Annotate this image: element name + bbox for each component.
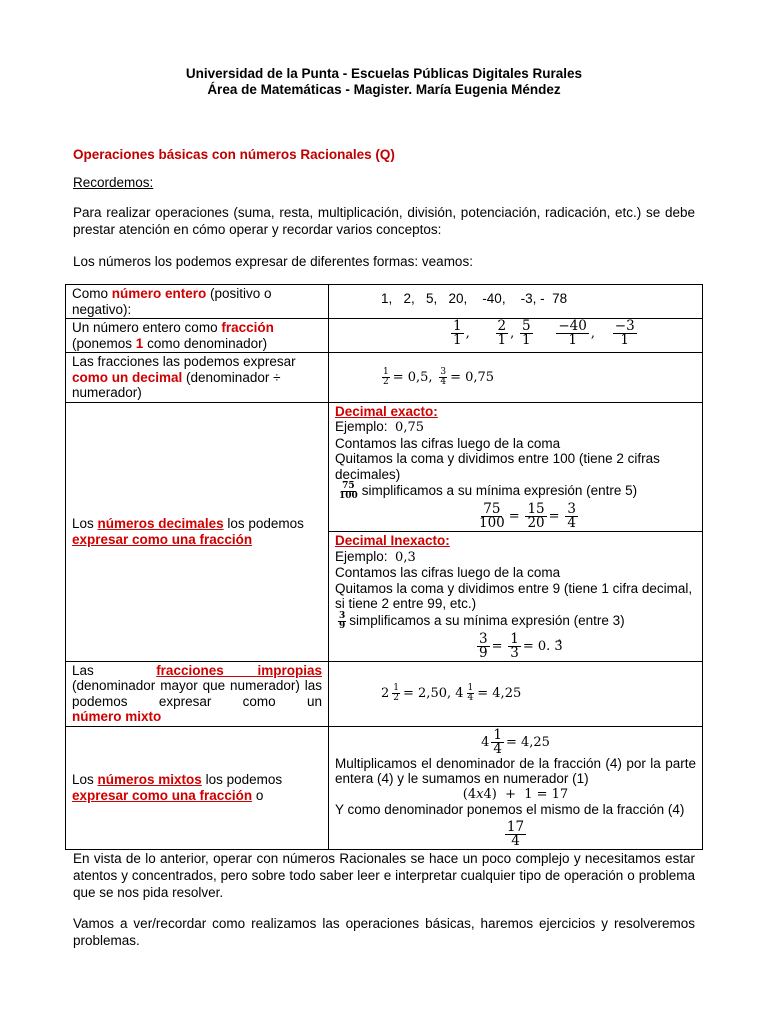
fraction: $\frac{5}{1}$ — [522, 318, 531, 348]
document-page — [73, 66, 695, 949]
fraction: $\frac{1}{1}$ — [453, 318, 462, 348]
table-row — [66, 285, 703, 319]
recordemos-label: Recordemos: — [73, 175, 154, 190]
decimal-inexacto-title: Decimal Inexacto: — [335, 533, 450, 548]
section-title: Operaciones básicas con números Racionales (Q) — [73, 147, 395, 162]
row4-label: Los números decimales los podemos expresar como una fracción — [66, 402, 329, 661]
fraction: $\frac{1}{2}$ — [383, 366, 389, 387]
table-row — [66, 353, 703, 403]
fraction: $\frac{-3}{1}$ — [614, 318, 635, 348]
closing-paragraph-1: En vista de lo anterior, operar con números Racionales se hace un poco complejo y necesitamos estar atentos y concentrados, pero sobre todo saber leer e interpretar cualquier tipo de operación o problema que se nos pida resolver. — [73, 850, 695, 900]
closing-paragraph-2: Vamos a ver/recordar como realizamos las operaciones básicas, haremos ejercicios y resolveremos problemas. — [73, 915, 695, 948]
mixed-to-fraction-cell: 4 $\frac{1}{4}$ = 4,25 Multiplicamos el denominador de la fracción (4) por la parte entera (4) y le sumamos en numerador (1) (4𝑥4) + 1 = 17 Y como denominador ponemos el mismo de la fracción (4) $\frac{17}{4}$ — [329, 726, 703, 849]
row6-label: Los números mixtos los podemos expresar como una fracción o — [66, 726, 329, 849]
fraction: $\frac{1}{2}$ — [393, 683, 400, 703]
decimal-exacto-title: Decimal exacto: — [335, 403, 438, 419]
table-row — [66, 402, 703, 532]
header-line-2: Área de Matemáticas - Magister. María Eugenia Méndez — [207, 82, 561, 97]
fraction: $\frac{75}{100}$ — [479, 501, 505, 531]
row1-values: 1, 2, 5, 20, -40, -3, - 78 — [329, 285, 703, 319]
decimal-exacto-cell: Decimal exacto: Ejemplo: 0,75 Contamos las cifras luego de la coma Quitamos la coma y dividimos entre 100 (tiene 2 cifras decimales) $\frac{75}{100}$ simplificamos a su mínima expresión (entre 5) $\frac{75}{100}$ = $\frac{15}{20}$ = $\frac{3}{4}$ — [329, 402, 703, 532]
fraction: $\frac{3}{9}$ — [479, 630, 488, 661]
row5-mixed: 2 $\frac{1}{2}$ = 2,50, 4 $\frac{1}{4}$ = 4,25 — [329, 661, 703, 726]
fraction: $\frac{1}{4}$ — [467, 683, 474, 703]
fraction: $\frac{15}{20}$ — [527, 501, 545, 531]
table-row — [66, 661, 703, 726]
row5-label: Las fracciones impropias (denominador mayor que numerador) las podemos expresar como un número mixto — [66, 661, 329, 726]
fraction: $\frac{1}{3}$ — [510, 630, 519, 661]
fraction: $\frac{-40}{1}$ — [558, 318, 587, 348]
fraction: $\frac{1}{4}$ — [493, 726, 502, 757]
formas-paragraph: Los números los podemos expresar de diferentes formas: veamos: — [73, 254, 473, 269]
concepts-table — [65, 284, 703, 850]
row3-label: Las fracciones las podemos expresar como un decimal (denominador ÷ numerador) — [66, 353, 329, 403]
fraction: $\frac{75}{100}$ — [339, 481, 358, 501]
fraction: $\frac{3}{9}$ — [339, 610, 346, 631]
fraction: $\frac{3}{4}$ — [567, 501, 576, 531]
fraction: $\frac{17}{4}$ — [506, 818, 525, 849]
row1-label: Como número entero (positivo o negativo): — [66, 285, 329, 319]
row2-label: Un número entero como fracción (ponemos 1 como denominador) — [66, 319, 329, 353]
row3-decimals: $\frac{1}{2}$ = 0,5, $\frac{3}{4}$ = 0,75 — [329, 353, 703, 403]
intro-paragraph: Para realizar operaciones (suma, resta, multiplicación, división, potenciación, radicación, etc.) se debe prestar atención en cómo operar y recordar varios conceptos: — [73, 205, 695, 237]
fraction: $\frac{3}{4}$ — [440, 366, 447, 387]
decimal-inexacto-cell: Decimal Inexacto: Ejemplo: 0,3 Contamos las cifras luego de la coma Quitamos la coma y dividimos entre 9 (tiene 1 cifra decimal, si tiene 2 entre 99, etc.) $\frac{3}{9}$ simplificamos a su mínima expresión (entre 3) $\frac{3}{9}$ = $\frac{1}{3}$ = 0. 3̂ — [329, 532, 703, 662]
fraction: $\frac{2}{1}$ — [497, 318, 507, 348]
table-row — [66, 726, 703, 849]
table-row — [66, 319, 703, 353]
row2-fractions: $\frac{1}{1}$ , $\frac{2}{1}$ , $\frac{5}{1}$ $\frac{-40}{1}$ , $\frac{-3}{1}$ — [329, 319, 703, 353]
header-line-1: Universidad de la Punta - Escuelas Públicas Digitales Rurales — [185, 66, 583, 81]
